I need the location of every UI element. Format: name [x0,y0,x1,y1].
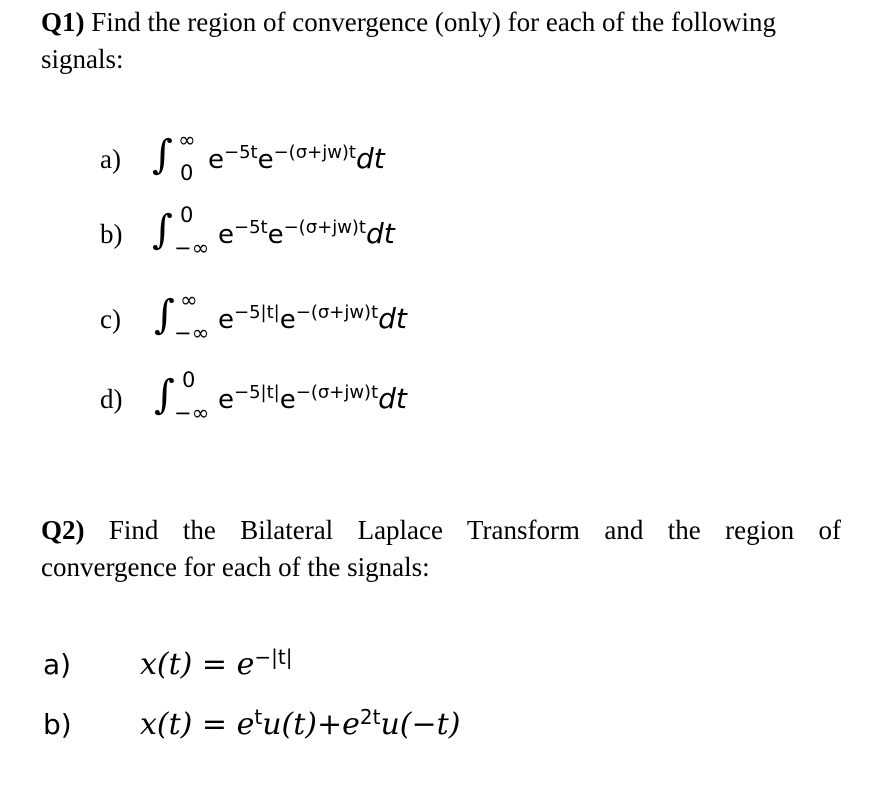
lower-limit: −∞ [174,321,210,345]
integrand [218,219,395,250]
integrand [218,304,407,335]
q1-heading [41,4,801,78]
base-e: e [267,220,284,250]
equation [140,705,461,742]
step-term-2: u(−t) [380,707,461,742]
integral-sign: ∫ [154,372,175,418]
exponent-2: −(σ+jw)t [295,382,379,403]
integral-sign: ∫ [152,132,173,178]
q2-heading [41,512,841,586]
integral-sign: ∫ [152,207,173,253]
base-e: e [208,145,224,175]
upper-limit: 0 [182,368,196,392]
differential: dt [378,382,407,415]
base-e: e [257,145,274,175]
item-label: b) [43,708,72,741]
base-e: e [279,305,296,335]
base-e: e [236,707,255,742]
differential: dt [356,142,385,175]
upper-limit: 0 [180,203,194,227]
base-e: e [218,385,234,415]
exponent-2: −(σ+jw)t [283,217,366,238]
base-e: e [279,385,296,415]
exponent-1: −5|t| [234,302,280,323]
equation [140,645,293,682]
exponent-2: −(σ+jw)t [295,302,379,323]
item-label: c) [100,304,121,334]
integral-sign: ∫ [154,292,175,338]
base-e: e [236,647,255,682]
exponent-1: −5|t| [234,382,280,403]
q1-text: Find the region of convergence (only) for each of the following signals: [41,7,777,74]
q1-number: Q1) [41,7,85,37]
upper-limit: ∞ [178,128,196,152]
differential: dt [378,302,407,335]
lower-limit: 0 [180,161,194,185]
upper-limit: ∞ [180,288,198,312]
exponent-1: −5t [234,217,268,238]
q1-item-c [90,290,560,350]
q1-item-d [90,370,560,430]
integrand [218,384,407,415]
item-label: b) [100,219,123,249]
exponent: −|t| [254,645,293,669]
lower-limit: −∞ [174,236,210,260]
lhs: x(t) [140,647,193,682]
q1-item-a [90,130,530,190]
q2-text-2: convergence for each of the signals: [41,552,430,582]
exponent: t [254,705,263,729]
equals: = [192,707,237,742]
exponent-2: 2t [359,705,381,729]
base-e-2: e [342,707,360,742]
item-label: d) [100,384,123,414]
differential: dt [366,217,395,250]
integrand [208,144,385,175]
equals: = [192,647,237,682]
base-e: e [218,305,234,335]
q2-number: Q2) [41,515,85,545]
lhs: x(t) [140,707,193,742]
q1-item-b [90,205,540,265]
item-label: a) [100,144,121,174]
exponent-2: −(σ+jw)t [273,142,356,163]
lower-limit: −∞ [174,401,210,425]
q2-text-1: Find the Bilateral Laplace Transform and the region of [84,515,841,545]
item-label: a) [43,648,72,681]
q2-line-1 [41,512,841,549]
base-e: e [218,220,234,250]
step-term: u(t)+ [262,707,343,742]
exponent-1: −5t [224,142,258,163]
